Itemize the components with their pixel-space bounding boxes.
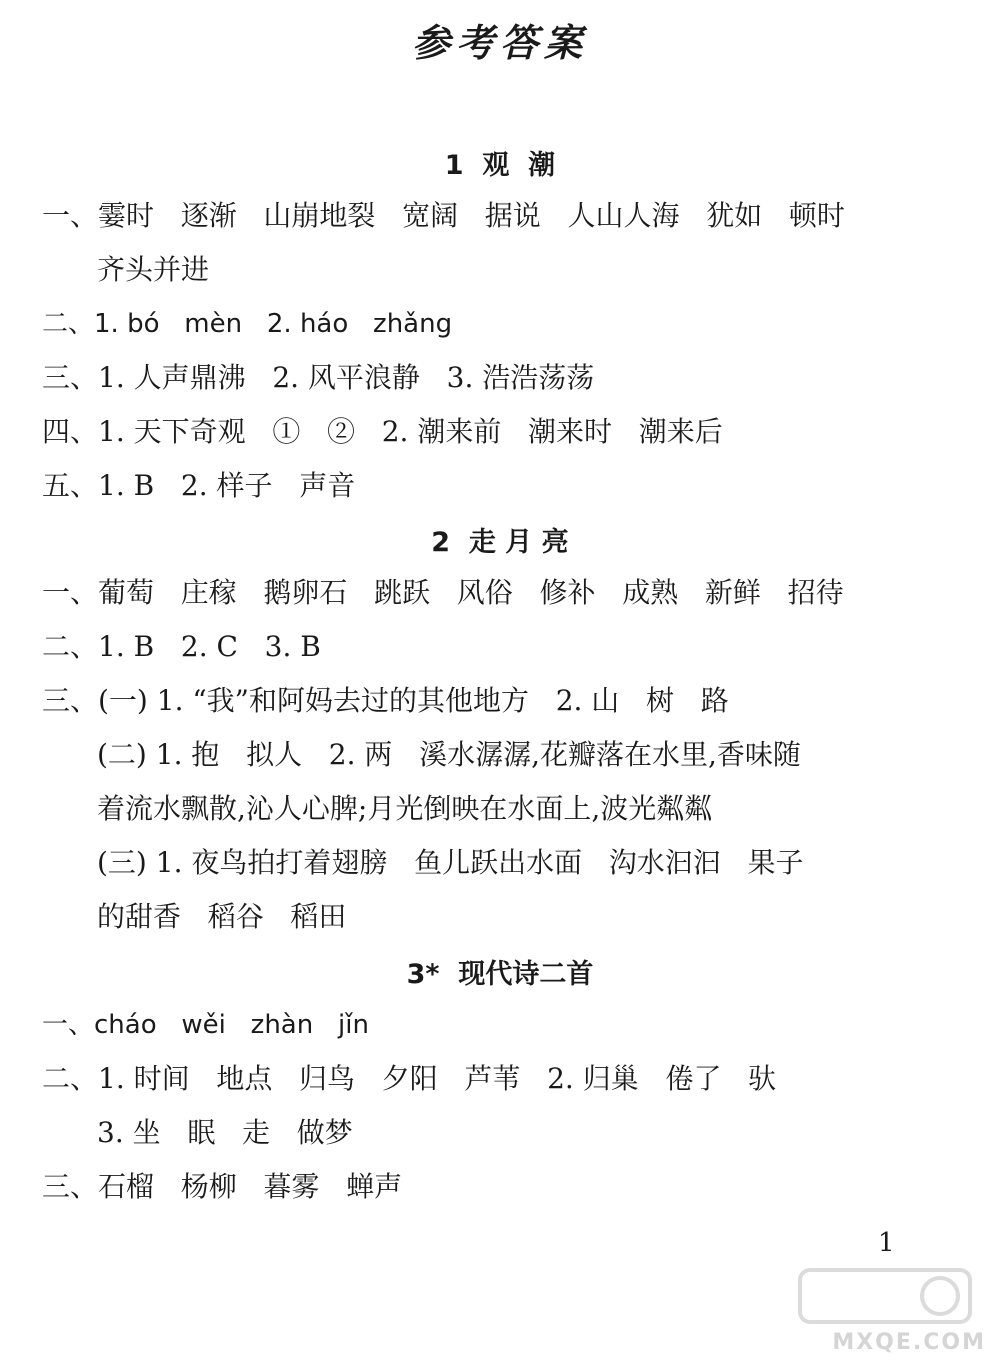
page-number: 1 xyxy=(878,1228,895,1258)
answer-line: 一、霎时 逐渐 山崩地裂 宽阔 据说 人山人海 犹如 顿时 xyxy=(42,199,845,232)
answer-line: 二、1. B 2. C 3. B xyxy=(42,630,321,663)
answer-line: 三、(一) 1. “我”和阿妈去过的其他地方 2. 山 树 路 xyxy=(42,684,729,717)
section-title-3: 3* 现代诗二首 xyxy=(406,959,594,990)
section-title-2: 2 走 月 亮 xyxy=(431,527,569,558)
answer-line: 五、1. B 2. 样子 声音 xyxy=(42,469,356,502)
answer-line: 一、葡萄 庄稼 鹅卵石 跳跃 风俗 修补 成熟 新鲜 招待 xyxy=(42,576,844,609)
answer-line: 三、石榴 杨柳 暮雾 蝉声 xyxy=(42,1170,403,1203)
answer-line: 二、1. 时间 地点 归鸟 夕阳 芦苇 2. 归巢 倦了 驮 xyxy=(42,1062,777,1095)
watermark-logo-icon xyxy=(780,1262,990,1332)
answer-line: (三) 1. 夜鸟拍打着翅膀 鱼儿跃出水面 沟水汩汩 果子 xyxy=(97,846,804,879)
answer-line: 齐头并进 xyxy=(97,253,210,286)
answer-line-pinyin: 二、1. bó mèn 2. háo zhǎng xyxy=(42,309,453,339)
watermark-logo xyxy=(780,1262,990,1357)
answer-line-pinyin: 一、cháo wěi zhàn jǐn xyxy=(42,1010,369,1040)
section-title-1: 1 观 潮 xyxy=(444,150,556,181)
answer-line: (二) 1. 抱 拟人 2. 两 溪水潺潺,花瓣落在水里,香味随 xyxy=(97,738,801,771)
page-title: 参考答案 xyxy=(411,20,588,65)
answer-line: 三、1. 人声鼎沸 2. 风平浪静 3. 浩浩荡荡 xyxy=(42,361,595,394)
watermark-text: MXQE.COM xyxy=(832,1330,986,1355)
answer-line: 3. 坐 眠 走 做梦 xyxy=(97,1116,353,1149)
answer-line: 的甜香 稻谷 稻田 xyxy=(97,900,347,933)
answer-line: 着流水飘散,沁人心脾;月光倒映在水面上,波光粼粼 xyxy=(97,792,713,825)
answer-line: 四、1. 天下奇观 ① ② 2. 潮来前 潮来时 潮来后 xyxy=(42,415,723,448)
